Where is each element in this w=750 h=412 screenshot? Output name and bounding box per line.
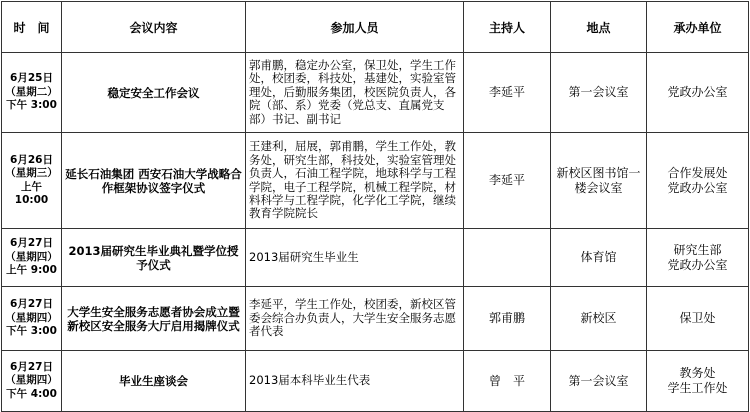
time: 上午 10:00 (14, 180, 49, 206)
time: 下午 3:00 (6, 99, 57, 112)
host-cell (464, 229, 551, 287)
date: 6月27日 (10, 298, 53, 311)
date: 6月27日 (10, 360, 53, 373)
table-row (2, 229, 749, 287)
meeting-schedule-table (1, 1, 749, 412)
location-cell: 新校区图书馆一楼会议室 (551, 133, 647, 229)
host-cell: 郭甫鹏 (464, 287, 551, 351)
time: 下午 4:00 (6, 387, 57, 400)
time: 上午 9:00 (6, 264, 57, 277)
table-row (2, 133, 749, 229)
table-row (2, 287, 749, 351)
organizer-cell: 教务处 学生工作处 (647, 351, 749, 412)
weekday: （星期三） (5, 167, 58, 179)
content-cell: 稳定安全工作会议 (62, 53, 246, 133)
organizer-cell: 党政办公室 (647, 53, 749, 133)
header-location: 地点 (551, 2, 647, 53)
host-cell: 曾 平 (464, 351, 551, 412)
header-organizer: 承办单位 (647, 2, 749, 53)
header-content: 会议内容 (62, 2, 246, 53)
location-cell: 第一会议室 (551, 53, 647, 133)
weekday: （星期四） (5, 250, 58, 263)
participants-cell: 王建利，屈展，郭甫鹏，学生工作处，教务处，研究生部，科技处，实验室管理处负责人，石油工程学院，地球科学与工程学院，电子工程学院，机械工程学院，材料科学与工程学院，化学化工学院，继续教育学院院长 (246, 133, 464, 229)
weekday: （星期四） (5, 374, 58, 387)
header-participants: 参加人员 (246, 2, 464, 53)
organizer-cell: 保卫处 (647, 287, 749, 351)
participants-cell: 李延平，学生工作处，校团委，新校区管委会综合办负责人，大学生安全服务志愿者代表 (246, 287, 464, 351)
participants-cell: 郭甫鹏，稳定办公室，保卫处，学生工作处，校团委，科技处，基建处，实验室管理处，后勤服务集团，校医院负责人，各院（部、系）党委（党总支、直属党支部）书记、副书记 (246, 53, 464, 133)
location-cell: 第一会议室 (551, 351, 647, 412)
organizer-cell: 研究生部 党政办公室 (647, 229, 749, 287)
organizer-cell: 合作发展处 党政办公室 (647, 133, 749, 229)
location-cell: 新校区 (551, 287, 647, 351)
participants-cell: 2013届研究生毕业生 (246, 229, 464, 287)
host-cell: 李延平 (464, 133, 551, 229)
header-host: 主持人 (464, 2, 551, 53)
time-cell (2, 133, 62, 229)
date: 6月27日 (10, 237, 53, 250)
time-cell (2, 229, 62, 287)
content-cell: 毕业生座谈会 (62, 351, 246, 412)
header-row (2, 2, 749, 53)
header-time: 时 间 (2, 2, 62, 53)
weekday: （星期四） (5, 311, 58, 324)
table-row (2, 53, 749, 133)
date: 6月25日 (10, 72, 53, 85)
content-cell: 2013届研究生毕业典礼暨学位授予仪式 (62, 229, 246, 287)
table-row (2, 351, 749, 412)
time-cell (2, 351, 62, 412)
time-cell (2, 287, 62, 351)
weekday: （星期二） (5, 85, 58, 98)
content-cell: 延长石油集团 西安石油大学战略合作框架协议签字仪式 (62, 133, 246, 229)
time-cell (2, 53, 62, 133)
time: 下午 3:00 (6, 325, 57, 338)
content-cell: 大学生安全服务志愿者协会成立暨新校区安全服务大厅启用揭牌仪式 (62, 287, 246, 351)
date: 6月26日 (10, 153, 53, 166)
location-cell: 体育馆 (551, 229, 647, 287)
host-cell: 李延平 (464, 53, 551, 133)
participants-cell: 2013届本科毕业生代表 (246, 351, 464, 412)
